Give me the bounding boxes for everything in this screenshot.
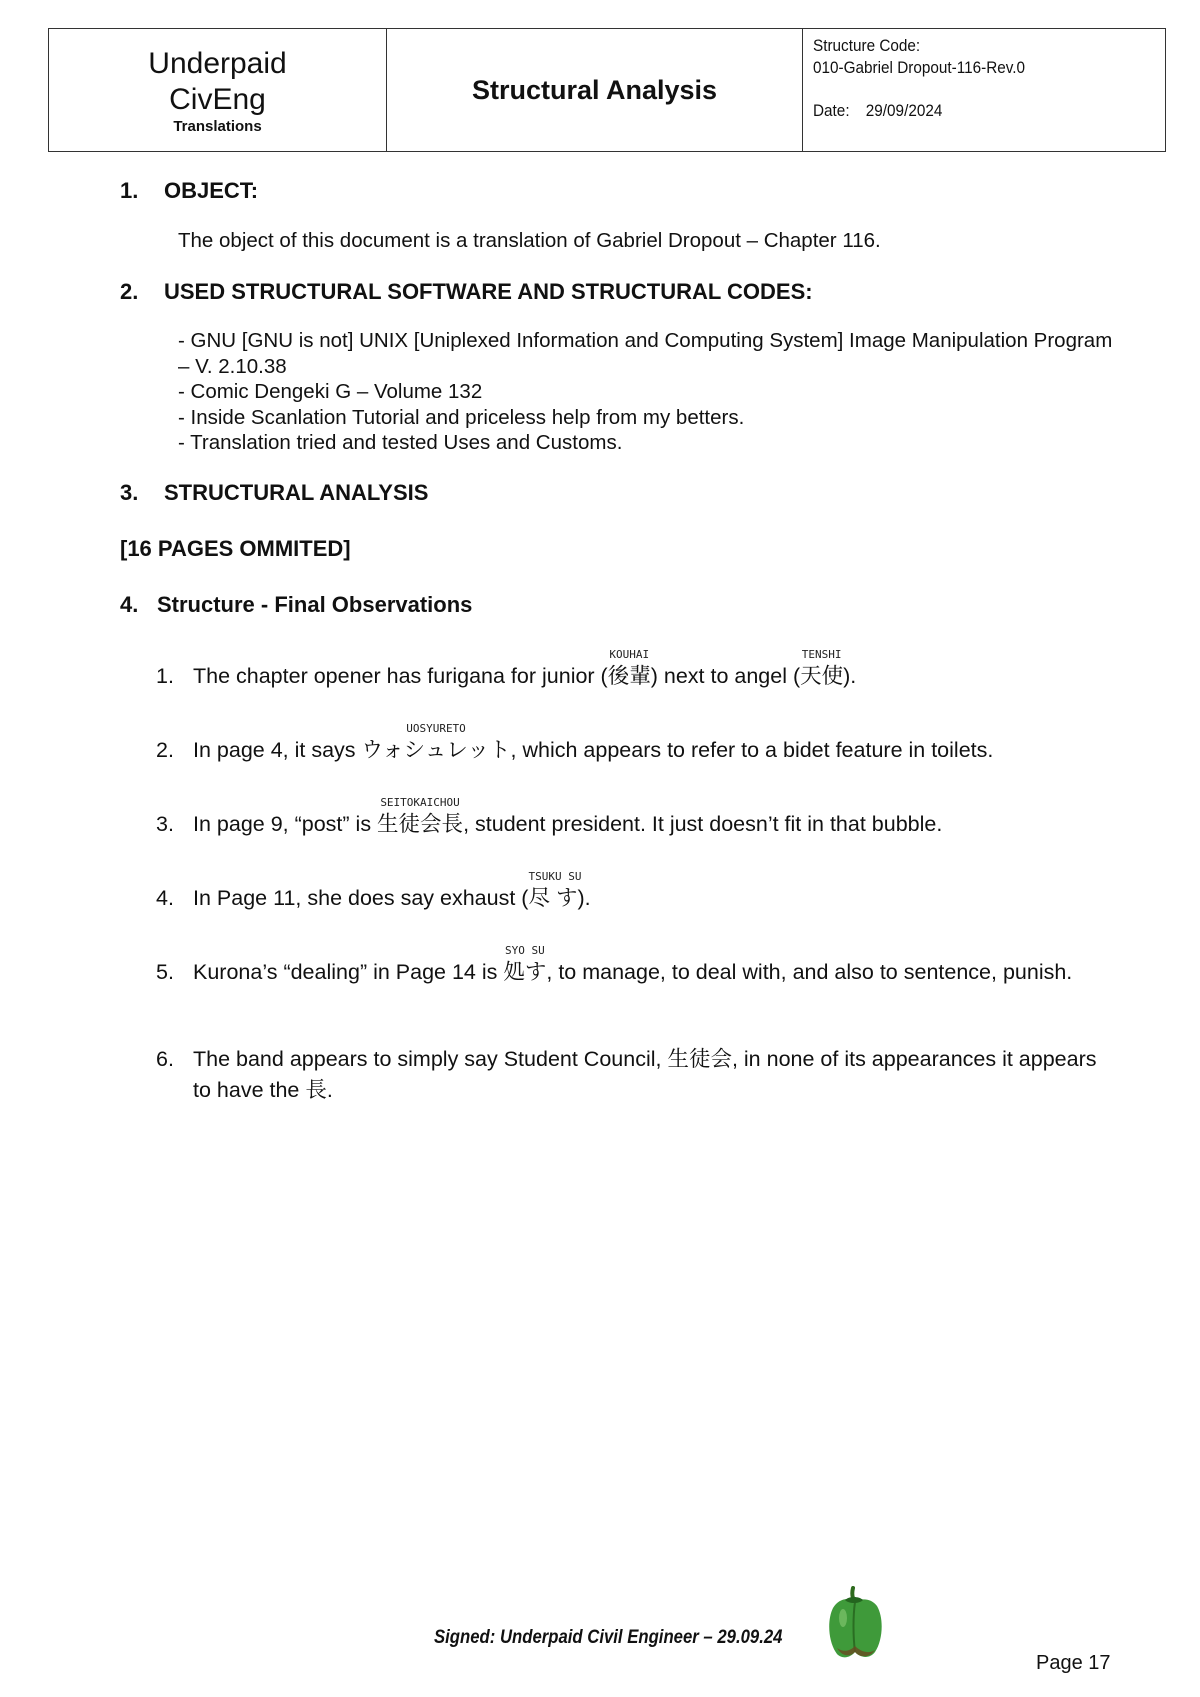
section-1-text: The object of this document is a translation of Gabriel Dropout – Chapter 116.	[178, 229, 881, 252]
observation-item	[156, 796, 1116, 840]
section-4-heading	[120, 592, 472, 618]
org-name-line2: CivEng	[169, 82, 266, 116]
section-number: 1.	[120, 178, 139, 203]
furigana-romaji: SYO SU	[504, 944, 545, 957]
org-subtitle: Translations	[173, 117, 262, 135]
section-title: OBJECT:	[164, 178, 259, 203]
observation-item	[156, 870, 1116, 914]
item-number: 1.	[156, 664, 174, 688]
section-title: Structure - Final Observations	[157, 592, 473, 617]
header-title-cell	[387, 29, 803, 151]
header-table	[48, 28, 1166, 152]
structure-code-value: 010-Gabriel Dropout-116-Rev.0	[813, 58, 1026, 77]
ruby-annotated-term: UOSYURETO ウォシュレット	[362, 735, 511, 766]
observation-item	[156, 722, 1116, 766]
date-label: Date:	[813, 101, 850, 120]
header-meta-cell	[803, 29, 1165, 151]
software-line: - GNU [GNU is not] UNIX [Uniplexed Information and Computing System] Image Manipulation Program – V. 2.10.38	[178, 329, 1113, 378]
section-number: 4.	[120, 592, 139, 617]
ruby-annotated-term: SYO SU 処す	[503, 957, 546, 988]
section-1-heading	[120, 178, 258, 204]
ruby-annotated-term: KOUHAI 後輩	[608, 661, 651, 692]
observation-item	[156, 648, 1116, 692]
ruby-annotated-term: TSUKU SU 尽 す	[528, 883, 577, 914]
item-number: 4.	[156, 886, 174, 910]
furigana-romaji: TENSHI	[801, 648, 842, 661]
furigana-romaji: TSUKU SU	[528, 870, 582, 883]
ruby-annotated-term: TENSHI 天使	[800, 661, 843, 692]
section-title: USED STRUCTURAL SOFTWARE AND STRUCTURAL CODES:	[164, 279, 813, 304]
section-number: 2.	[120, 279, 139, 304]
furigana-romaji: SEITOKAICHOU	[380, 796, 460, 809]
item-number: 3.	[156, 812, 174, 836]
omitted-pages-note: [16 PAGES OMMITED]	[120, 536, 351, 561]
item-number: 6.	[156, 1047, 174, 1071]
item-text: The band appears to simply say Student Council, 生徒会, in none of its appearances it appears to have the 長.	[193, 1047, 1097, 1102]
item-number: 5.	[156, 960, 174, 984]
date-row	[813, 101, 1121, 121]
software-line: - Translation tried and tested Uses and Customs.	[178, 431, 623, 454]
page-number: Page 17	[1036, 1652, 1111, 1674]
observation-item	[156, 1044, 1116, 1106]
furigana-romaji: KOUHAI	[609, 648, 650, 661]
structure-code-label: Structure Code:	[813, 36, 921, 55]
section-title: STRUCTURAL ANALYSIS	[164, 480, 429, 505]
furigana-romaji: UOSYURETO	[406, 722, 466, 735]
section-3-heading	[120, 480, 428, 506]
software-line: - Comic Dengeki G – Volume 132	[178, 380, 483, 403]
item-text: Kurona’s “dealing” in Page 14 is SYO SU 処す, to manage, to deal with, and also to sentence, punish.	[193, 957, 1116, 988]
item-text: In page 9, “post” is SEITOKAICHOU 生徒会長, student president. It just doesn’t fit in that bubble.	[193, 809, 1116, 840]
date-value: 29/09/2024	[865, 101, 943, 120]
observation-item	[156, 944, 1116, 988]
software-line: - Inside Scanlation Tutorial and priceless help from my betters.	[178, 405, 745, 429]
item-text: In Page 11, she does say exhaust ( TSUKU SU 尽 す).	[193, 883, 1116, 914]
document-title: Structural Analysis	[471, 74, 718, 105]
header-org-cell	[49, 29, 387, 151]
green-pepper-icon	[825, 1586, 885, 1660]
item-text: The chapter opener has furigana for junior ( KOUHAI 後輩) next to angel ( TENSHI 天使).	[193, 661, 1116, 692]
org-name-line1: Underpaid	[148, 46, 287, 80]
section-2-heading	[120, 279, 813, 305]
software-list	[178, 328, 1128, 456]
item-number: 2.	[156, 738, 174, 762]
signature-line: Signed: Underpaid Civil Engineer – 29.09.24	[434, 1627, 783, 1648]
ruby-annotated-term: SEITOKAICHOU 生徒会長	[377, 809, 463, 840]
section-number: 3.	[120, 480, 139, 505]
item-text: In page 4, it says UOSYURETO ウォシュレット, which appears to refer to a bidet feature in toilets.	[193, 735, 1116, 766]
